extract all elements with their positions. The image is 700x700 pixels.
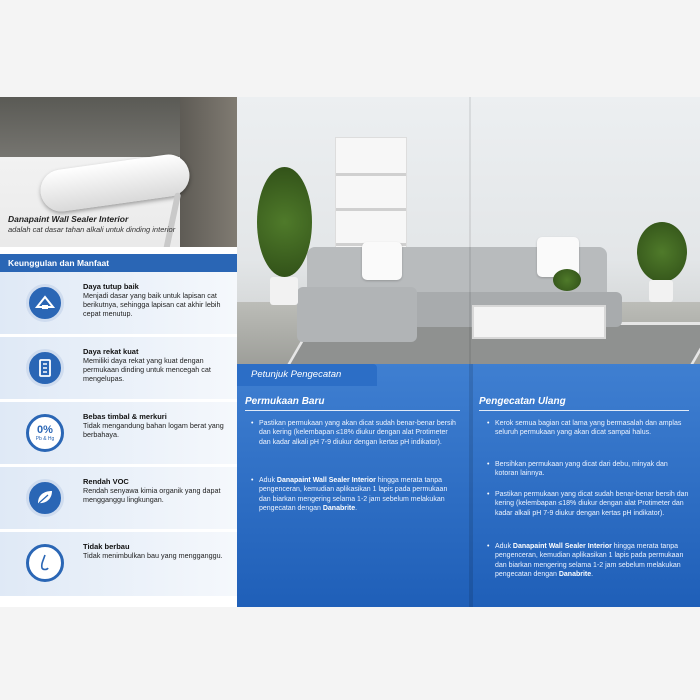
paint-roller-icon [38,152,192,214]
benefit-text: Rendah senyawa kimia organik yang dapat mengganggu lingkungan. [83,486,221,504]
plant-icon [257,167,312,277]
no-odor-nose-icon [26,544,64,582]
pillow [362,242,402,280]
benefit-text: Tidak menimbulkan bau yang mengganggu. [83,551,223,560]
coffee-table [472,305,606,339]
benefit-item [0,532,237,596]
cover-icon [26,284,64,322]
benefits-column [0,97,237,607]
repaint-step-1: • Kerok semua bagian cat lama yang bermasalah dan amplas seluruh permukaan yang akan dicat sampai halus. [495,419,690,438]
plant-icon [553,269,581,291]
repaint-title: Pengecatan Ulang [479,396,566,407]
repaint-step-2: • Bersihkan permukaan yang dicat dari debu, minyak dan kotoran lainnya. [495,460,690,479]
benefit-title: Rendah VOC [83,477,129,486]
new-surface-step-1: • Pastikan permukaan yang akan dicat sudah benar-benar bersih dan kering (kelembapan ≤18% diukur dengan alat Protimeter dan kadar alkali pH 7-9 diukur dengan kertas pH indikator). [259,419,459,447]
repaint-step-3: • Pastikan permukaan yang dicat sudah benar-benar bersih dan kering (kelembapan ≤18% diukur dengan alat Protimeter dan kadar alkali pH 7-9 diukur dengan kertas pH indikator). [495,490,690,518]
benefit-title: Tidak berbau [83,542,130,551]
benefit-item [0,402,237,466]
product-title: Danapaint Wall Sealer Interior [8,214,129,224]
product-description: adalah cat dasar tahan alkali untuk dinding interior [8,225,176,234]
benefit-title: Daya rekat kuat [83,347,139,356]
living-room-photo [237,97,700,367]
new-surface-title: Permukaan Baru [245,396,325,407]
painting-instructions-panel [237,364,700,607]
benefit-text: Memiliki daya rekat yang kuat dengan permukaan dinding untuk mencegah cat mengelupas. [83,356,211,383]
benefit-item [0,272,237,336]
plant-icon [637,222,687,282]
benefit-title: Bebas timbal & merkuri [83,412,167,421]
benefit-title: Daya tutup baik [83,282,139,291]
repaint-step-4: • Aduk Danapaint Wall Sealer Interior hingga merata tanpa pengenceran, kemudian aplikasikan 1 lapis pada permukaan dan biarkan mengering selama 1-2 jam sebelum melakukan pengecatan dengan Danabrite. [495,542,690,579]
low-voc-leaf-icon [26,479,64,517]
badge-percent: 0% [37,423,53,436]
instructions-title: Petunjuk Pengecatan [251,369,342,380]
badge-elements: Pb & Hg [35,435,55,442]
benefits-header: Keunggulan dan Manfaat [0,254,237,272]
benefit-text: Tidak mengandung bahan logam berat yang berbahaya. [83,421,224,439]
benefit-text: Menjadi dasar yang baik untuk lapisan cat berikutnya, sehingga lapisan cat akhir lebih cepat menutup. [83,291,221,318]
lead-mercury-free-icon [26,414,64,452]
adhesion-icon [26,349,64,387]
benefit-item [0,337,237,401]
new-surface-step-2: • Aduk Danapaint Wall Sealer Interior hingga merata tanpa pengenceran, kemudian aplikasikan 1 lapis pada permukaan dan biarkan mengering selama 1-2 jam sebelum melakukan pengecatan dengan Danabrite. [259,476,459,513]
benefit-item [0,467,237,531]
